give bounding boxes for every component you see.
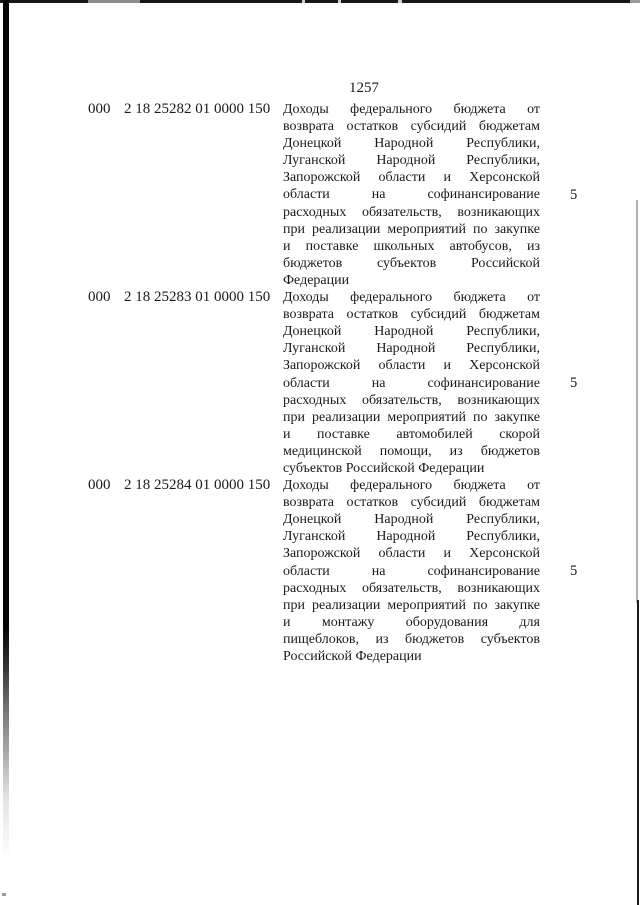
description-line (283, 118, 540, 135)
word: школьных (373, 238, 435, 254)
word: области (378, 170, 426, 186)
word: области (378, 546, 426, 562)
footnote-marker: 5 (570, 562, 578, 579)
word: Запорожской (283, 546, 361, 562)
description-line (283, 477, 540, 494)
scan-top-border-gap (338, 0, 341, 3)
word: бюджета (453, 478, 506, 494)
description-line (283, 580, 540, 597)
word: Херсонской (469, 358, 540, 374)
page-number: 1257 (349, 80, 379, 96)
word: мероприятий (387, 597, 466, 613)
description-line (283, 289, 540, 306)
word: Народной (374, 136, 434, 152)
word: Луганской (283, 341, 346, 357)
word: бюджетам (478, 119, 540, 135)
description-line (283, 375, 540, 392)
description-line (283, 563, 540, 580)
word: Доходы (283, 478, 329, 494)
word: федерального (350, 102, 433, 117)
word: медицинской (283, 443, 362, 459)
table-row (0, 289, 640, 477)
word: Донецкой (283, 512, 342, 528)
word: возврата (283, 307, 335, 323)
description-line (283, 323, 540, 340)
scan-top-border-gap (398, 0, 402, 3)
word: расходных (283, 580, 347, 596)
word: софинансирование (427, 375, 540, 391)
word: от (527, 478, 540, 494)
description-line (283, 169, 540, 186)
word: мероприятий (387, 409, 466, 425)
word: субъектов (377, 255, 437, 271)
description-line: субъектов Российской Федерации (283, 460, 485, 476)
word: Республики, (466, 136, 540, 152)
description-line (283, 238, 540, 255)
word: Донецкой (283, 324, 342, 340)
word: от (527, 102, 540, 117)
word: реализации (311, 409, 381, 425)
word: Доходы (283, 102, 329, 117)
word: из (449, 443, 463, 459)
description-line (283, 101, 540, 118)
word: Российской (470, 255, 540, 271)
word: Республики, (466, 529, 540, 545)
code-administrator: 000 (88, 289, 111, 306)
word: федерального (350, 290, 433, 306)
word: Народной (376, 529, 436, 545)
word: монтажу (321, 614, 375, 630)
description-line (283, 443, 540, 460)
description-line (283, 135, 540, 152)
word: при (283, 597, 305, 613)
word: области (283, 187, 330, 203)
word: оборудования (405, 614, 489, 630)
word: области (283, 563, 330, 579)
word: закупке (494, 409, 540, 425)
description-line (283, 306, 540, 323)
word: возврата (283, 495, 335, 511)
word: из (526, 238, 540, 254)
description-line (283, 614, 540, 631)
word: Народной (374, 324, 434, 340)
word: остатков (346, 495, 399, 511)
word: реализации (311, 221, 381, 237)
description-line (283, 340, 540, 357)
word: закупке (494, 597, 540, 613)
budget-classification-code: 2 18 25284 01 0000 150 (124, 477, 271, 494)
scan-top-border-gray-segment (630, 0, 640, 3)
revenue-description (283, 477, 540, 665)
description-line (283, 409, 540, 426)
word: бюджетов (404, 631, 465, 647)
word: обязательств, (362, 392, 442, 408)
word: на (371, 563, 386, 579)
word: помощи, (379, 443, 432, 459)
scan-top-border-gap (302, 0, 305, 3)
word: Херсонской (469, 170, 540, 186)
word: бюджетам (478, 307, 540, 323)
word: из (375, 631, 389, 647)
budget-classification-code: 2 18 25283 01 0000 150 (124, 289, 271, 306)
word: по (472, 597, 488, 613)
word: возврата (283, 119, 335, 135)
scan-top-border-gray-segment (88, 0, 140, 3)
description-line (283, 204, 540, 221)
word: скорой (499, 426, 540, 442)
table-row (0, 101, 640, 289)
word: бюджета (453, 102, 506, 117)
word: автобусов, (449, 238, 512, 254)
code-administrator: 000 (88, 101, 111, 117)
description-line (283, 631, 540, 648)
word: Народной (374, 512, 434, 528)
word: субсидий (410, 307, 467, 323)
description-line (283, 511, 540, 528)
description-line: Федерации (283, 272, 350, 288)
word: и (283, 426, 291, 442)
description-line (283, 392, 540, 409)
description-line (283, 528, 540, 545)
word: софинансирование (427, 187, 540, 203)
word: при (283, 221, 305, 237)
word: пищеблоков, (283, 631, 359, 647)
word: и (443, 358, 451, 374)
word: области (378, 358, 426, 374)
word: от (527, 290, 540, 306)
scan-left-border-artifact (2, 893, 6, 896)
word: обязательств, (362, 204, 442, 220)
word: софинансирование (427, 563, 540, 579)
word: Донецкой (283, 136, 342, 152)
word: субсидий (410, 119, 467, 135)
word: Республики, (466, 341, 540, 357)
word: возникающих (457, 580, 540, 596)
description-line (283, 494, 540, 511)
word: области (283, 375, 330, 391)
word: обязательств, (362, 580, 442, 596)
description-line (283, 357, 540, 374)
word: и (283, 614, 291, 630)
word: Республики, (466, 324, 540, 340)
word: субъектов (480, 631, 540, 647)
word: бюджетам (478, 495, 540, 511)
word: на (371, 375, 386, 391)
word: Луганской (283, 153, 346, 169)
word: по (472, 221, 488, 237)
revenue-description (283, 289, 540, 477)
word: Запорожской (283, 358, 361, 374)
word: автомобилей (396, 426, 473, 442)
word: поставке (317, 426, 370, 442)
description-line (283, 426, 540, 443)
word: при (283, 409, 305, 425)
word: Республики, (466, 512, 540, 528)
description-line: Российской Федерации (283, 649, 422, 664)
word: субсидий (410, 495, 467, 511)
word: федерального (350, 478, 433, 494)
description-line (283, 255, 540, 272)
word: мероприятий (387, 221, 466, 237)
revenue-description (283, 101, 540, 289)
word: и (443, 546, 451, 562)
word: Херсонской (469, 546, 540, 562)
entries (0, 101, 640, 665)
word: на (371, 187, 386, 203)
word: закупке (494, 221, 540, 237)
description-line (283, 597, 540, 614)
word: бюджетов (283, 255, 343, 271)
word: реализации (311, 597, 381, 613)
word: и (443, 170, 451, 186)
word: Республики, (466, 153, 540, 169)
word: и (283, 238, 291, 254)
word: Народной (376, 341, 436, 357)
word: расходных (283, 204, 347, 220)
word: возникающих (457, 392, 540, 408)
description-line (283, 186, 540, 203)
word: по (472, 409, 488, 425)
word: возникающих (457, 204, 540, 220)
code-administrator: 000 (88, 477, 111, 494)
description-line (283, 221, 540, 238)
word: Народной (376, 153, 436, 169)
word: Луганской (283, 529, 346, 545)
budget-classification-code: 2 18 25282 01 0000 150 (124, 101, 271, 117)
description-line (283, 152, 540, 169)
word: для (519, 614, 540, 630)
scan-top-border (0, 0, 640, 3)
word: бюджетов (480, 443, 540, 459)
description-line (283, 545, 540, 562)
table-row (0, 477, 640, 665)
word: расходных (283, 392, 347, 408)
footnote-marker: 5 (570, 374, 578, 391)
word: Доходы (283, 290, 329, 306)
word: остатков (346, 307, 399, 323)
word: поставке (305, 238, 359, 254)
word: бюджета (453, 290, 506, 306)
footnote-marker: 5 (570, 186, 578, 203)
word: Запорожской (283, 170, 361, 186)
word: остатков (346, 119, 399, 135)
